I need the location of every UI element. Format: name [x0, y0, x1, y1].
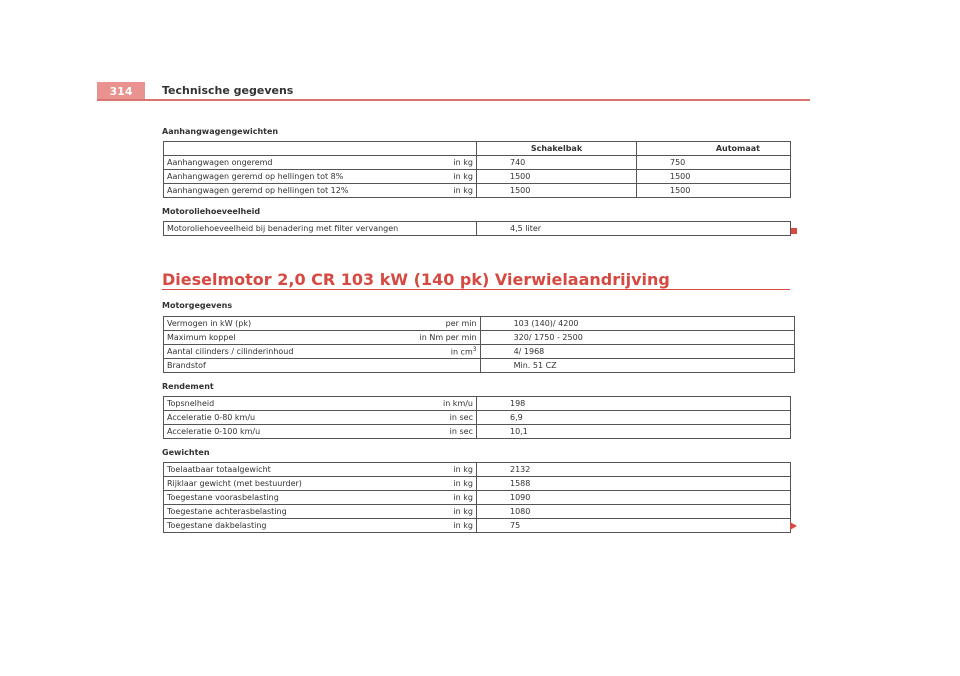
row-value: 10,1 — [477, 425, 791, 439]
section-end-marker — [791, 228, 797, 234]
section-title-rule — [162, 289, 790, 290]
row-unit: in kg — [417, 519, 477, 533]
heading-trailer-weights: Aanhangwagengewichten — [162, 127, 279, 136]
table-row — [164, 477, 791, 491]
table-header-row — [164, 142, 791, 156]
row-label: Toegestane dakbelasting — [164, 519, 417, 533]
row-unit: in kg — [417, 156, 477, 170]
row-value: Min. 51 CZ — [480, 359, 794, 373]
heading-oil-quantity: Motoroliehoeveelheid — [162, 207, 261, 216]
row-value: 6,9 — [477, 411, 791, 425]
continue-arrow-icon — [790, 522, 797, 530]
row-label: Aanhangwagen geremd op hellingen tot 12% — [164, 184, 417, 198]
table-row — [164, 505, 791, 519]
row-unit: in kg — [417, 477, 477, 491]
row-label: Motoroliehoeveelheid bij benadering met filter vervangen — [164, 222, 417, 236]
unit-superscript: 3 — [472, 346, 477, 354]
heading-weights: Gewichten — [162, 448, 210, 457]
row-unit: in sec — [417, 425, 477, 439]
row-unit: in kg — [417, 463, 477, 477]
page-number: 314 — [97, 82, 145, 100]
row-value: 320/ 1750 - 2500 — [480, 331, 794, 345]
table-row — [164, 519, 791, 533]
row-label: Maximum koppel — [164, 331, 417, 345]
row-unit: in kg — [417, 184, 477, 198]
row-unit: in km/u — [417, 397, 477, 411]
table-row — [164, 345, 795, 359]
table-row — [164, 156, 791, 170]
row-value: 2132 — [477, 463, 791, 477]
table-trailer-weights — [163, 141, 791, 198]
row-unit — [417, 222, 477, 236]
row-unit: in kg — [417, 491, 477, 505]
row-label: Toelaatbaar totaalgewicht — [164, 463, 417, 477]
row-value-manual: 1500 — [477, 170, 637, 184]
table-row — [164, 411, 791, 425]
row-value: 1588 — [477, 477, 791, 491]
running-title: Technische gegevens — [162, 84, 294, 97]
table-row — [164, 222, 791, 236]
col-header-manual: Schakelbak — [477, 142, 637, 156]
table-row — [164, 317, 795, 331]
header-rule — [97, 99, 810, 101]
row-label: Acceleratie 0-80 km/u — [164, 411, 417, 425]
row-value-automatic: 750 — [637, 156, 791, 170]
row-value: 103 (140)/ 4200 — [480, 317, 794, 331]
table-row — [164, 491, 791, 505]
row-label: Vermogen in kW (pk) — [164, 317, 417, 331]
row-value-manual: 1500 — [477, 184, 637, 198]
row-label: Aanhangwagen geremd op hellingen tot 8% — [164, 170, 417, 184]
table-row — [164, 359, 795, 373]
row-label: Rijklaar gewicht (met bestuurder) — [164, 477, 417, 491]
row-label: Brandstof — [164, 359, 417, 373]
table-row — [164, 463, 791, 477]
row-value: 1080 — [477, 505, 791, 519]
row-label: Aantal cilinders / cilinderinhoud — [164, 345, 417, 359]
row-unit — [417, 359, 481, 373]
table-oil-quantity — [163, 221, 791, 236]
row-value: 4/ 1968 — [480, 345, 794, 359]
table-row — [164, 184, 791, 198]
row-value: 4,5 liter — [477, 222, 791, 236]
table-weights — [163, 462, 791, 533]
row-label: Toegestane voorasbelasting — [164, 491, 417, 505]
heading-engine-data: Motorgegevens — [162, 301, 233, 310]
row-value-manual: 740 — [477, 156, 637, 170]
section-title: Dieselmotor 2,0 CR 103 kW (140 pk) Vierwielaandrijving — [162, 270, 670, 289]
heading-performance: Rendement — [162, 382, 214, 391]
row-value: 198 — [477, 397, 791, 411]
header-empty-cell — [164, 142, 477, 156]
row-value-automatic: 1500 — [637, 184, 791, 198]
row-unit: in Nm per min — [417, 331, 481, 345]
row-value: 75 — [477, 519, 791, 533]
table-row — [164, 331, 795, 345]
unit-text: in cm — [450, 347, 473, 357]
row-unit: in sec — [417, 411, 477, 425]
row-label: Aanhangwagen ongeremd — [164, 156, 417, 170]
row-unit: in kg — [417, 170, 477, 184]
row-unit — [417, 345, 481, 359]
table-engine-data — [163, 316, 795, 373]
row-value-automatic: 1500 — [637, 170, 791, 184]
row-label: Topsnelheid — [164, 397, 417, 411]
row-unit: in kg — [417, 505, 477, 519]
row-label: Acceleratie 0-100 km/u — [164, 425, 417, 439]
col-header-automatic: Automaat — [637, 142, 791, 156]
row-label: Toegestane achterasbelasting — [164, 505, 417, 519]
row-unit: per min — [417, 317, 481, 331]
table-performance — [163, 396, 791, 439]
table-row — [164, 425, 791, 439]
table-row — [164, 170, 791, 184]
row-value: 1090 — [477, 491, 791, 505]
table-row — [164, 397, 791, 411]
